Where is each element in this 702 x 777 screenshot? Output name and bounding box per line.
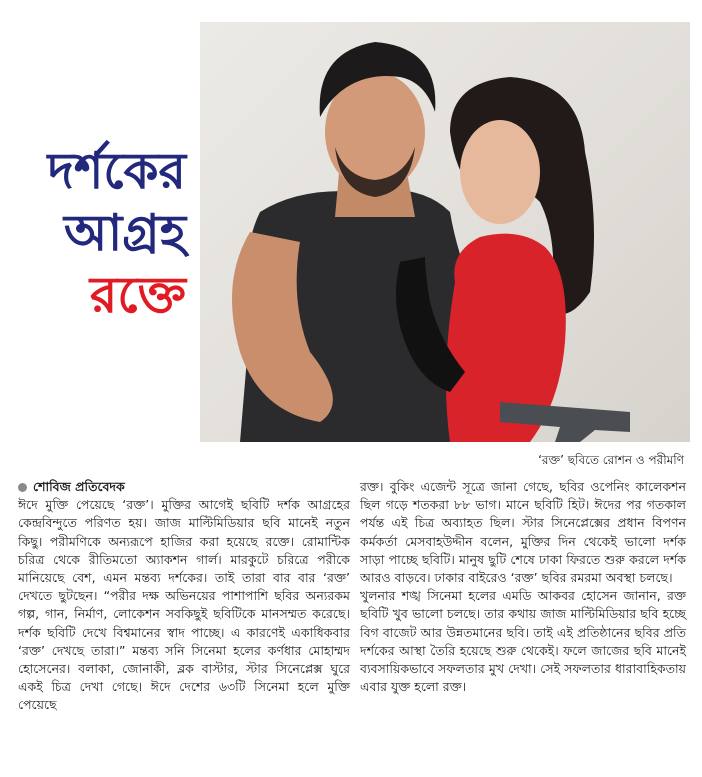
headline-line-3: রক্তে — [89, 266, 186, 324]
byline-text: শোবিজ প্রতিবেদক — [33, 479, 125, 494]
photo-caption: ‘রক্ত’ ছবিতে রোশন ও পরীমণি — [538, 453, 684, 467]
byline — [18, 478, 350, 496]
article-paragraph: রক্ত। বুকিং এজেন্ট সূত্রে জানা গেছে, ছবির ওপেনিং কালেকশন ছিল গড়ে শতকরা ৮৮ ভাগ। মানে ছবিটি হিট। ঈদের পর গতকাল পর্যন্ত এই চিত্র অব্যাহত ছিল। স্টার সিনেপ্লেক্সের প্রধান বিপণন কর্মকর্তা মেসবাহউদ্দীন বলেন, মুক্তির দিন থেকেই ভালো দর্শক সাড়া পাচ্ছে ছবিটি। মানুষ ছুটি শেষে ঢাকা ফিরতে শুরু করলে দর্শক আরও বাড়বে। ঢাকার বাইরেও ‘রক্ত’ ছবির রমরমা অবস্থা চলছে। — [360, 479, 686, 586]
headline-line-1: দর্শকের — [47, 142, 186, 200]
photo-illustration — [200, 22, 690, 442]
headline — [0, 140, 200, 326]
article-paragraph: খুলনার শঙ্খ সিনেমা হলের এমডি আকবর হোসেন জানান, রক্ত ছবিটি খুব ভালো চলছে। তার কথায় জাজ মাল্টিমিডিয়ার ছবি হচ্ছে বিগ বাজেট আর উন্নতমানের ছবি। তাই এই প্রতিষ্ঠানের ছবির প্রতি দর্শকের আস্থা তৈরি হয়েছে শুরু থেকেই। ফলে জাজের ছবি মানেই ব্যবসায়িকভাবে সফলতার মুখ দেখা। সেই সফলতার ধারাবাহিকতায় এবার যুক্ত হলো রক্ত। — [360, 588, 686, 695]
bullet-icon — [18, 483, 27, 492]
article-column-2 — [360, 478, 686, 696]
movie-still-photo — [200, 22, 690, 442]
article-paragraph: ঈদে মুক্তি পেয়েছে ‘রক্ত’। মুক্তির আগেই ছবিটি দর্শক আগ্রহের কেন্দ্রবিন্দুতে পরিণত হয়। জাজ মাল্টিমিডিয়ার ছবি মানেই নতুন কিছু। পরীমণিকে অন্যরূপে হাজির করা হয়েছে রক্তে। রোমান্টিক চরিত্র থেকে রীতিমতো অ্যাকশন গার্ল। মারকুটে চরিত্রে পরীকে মানিয়েছে বেশ, এমন মন্তব্য দর্শকের। তাই তারা বার বার ‘রক্ত’ দেখতে ছুটছেন। “পরীর দক্ষ অভিনয়ের পাশাপাশি ছবির অন্যরকম গল্প, গান, নির্মাণ, লোকেশন সবকিছুই ছবিটিকে মানসম্মত করেছে। দর্শক ছবিটি দেখে বিশ্বমানের স্বাদ পাচ্ছে। এ কারণেই একাধিকবার ‘রক্ত’ দেখছে তারা।” মন্তব্য সনি সিনেমা হলের কর্ণধার মোহাম্মদ হোসেনের। বলাকা, জোনাকী, ব্লক বাস্টার, স্টার সিনেপ্লেক্স ঘুরে একই চিত্র দেখা গেছে। ঈদে দেশের ৬৩টি সিনেমা হলে মুক্তি পেয়েছে — [18, 497, 350, 713]
article-column-1 — [18, 478, 350, 715]
headline-line-2: আগ্রহ — [63, 204, 186, 262]
